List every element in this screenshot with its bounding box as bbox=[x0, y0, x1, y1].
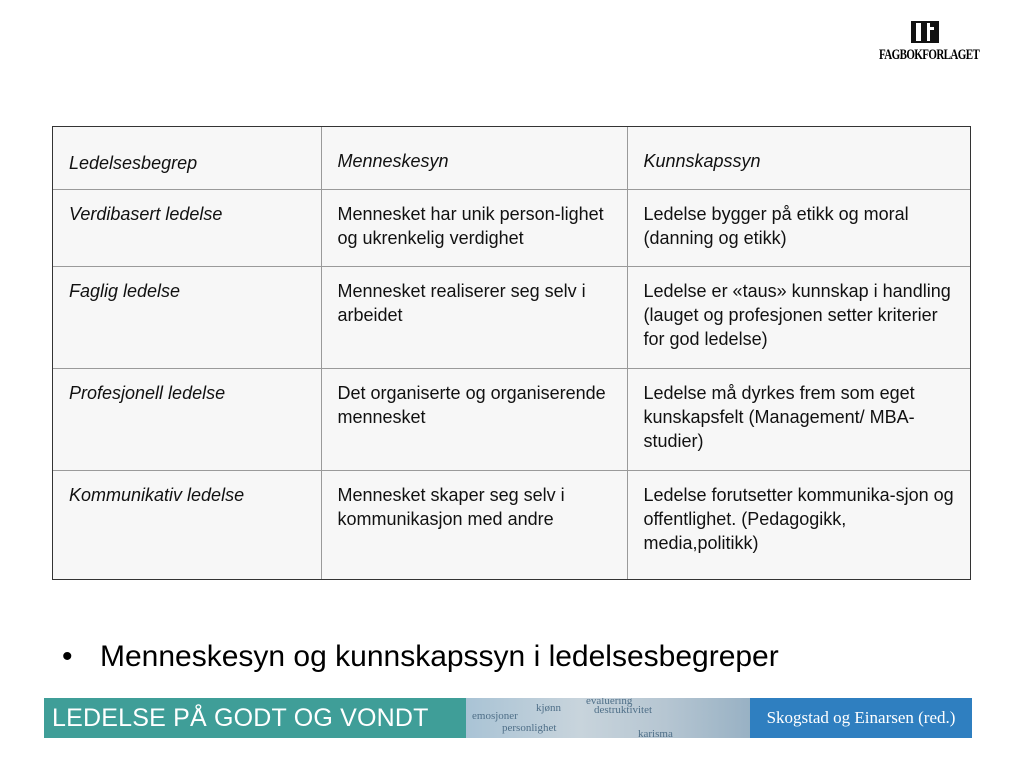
leadership-table bbox=[52, 126, 971, 580]
cell-begrep: Faglig ledelse bbox=[53, 266, 321, 368]
collage-word: evaluering bbox=[586, 698, 633, 707]
cell-menneskesyn: Det organiserte og organiserende mennesket bbox=[321, 368, 627, 470]
cell-menneskesyn: Mennesket skaper seg selv i kommunikasjon med andre bbox=[321, 470, 627, 579]
book-title: LEDELSE PÅ GODT OG VONDT bbox=[52, 704, 429, 732]
table-header-row bbox=[53, 127, 970, 189]
publisher-logo bbox=[879, 20, 980, 66]
collage-word: karisma bbox=[638, 728, 673, 738]
cell-menneskesyn: Mennesket realiserer seg selv i arbeidet bbox=[321, 266, 627, 368]
cell-begrep: Profesjonell ledelse bbox=[53, 368, 321, 470]
bullet-item bbox=[62, 637, 962, 677]
publisher-name: FAGBOKFORLAGET bbox=[879, 47, 980, 64]
cell-begrep: Kommunikativ ledelse bbox=[53, 470, 321, 579]
banner-title-block bbox=[44, 698, 466, 738]
bullet-icon: • bbox=[62, 640, 73, 673]
collage-word: personlighet bbox=[502, 722, 557, 734]
cell-kunnskapssyn: Ledelse må dyrkes frem som eget kunskapsfelt (Management/ MBA-studier) bbox=[627, 368, 970, 470]
banner-word-collage bbox=[466, 698, 750, 738]
book-authors: Skogstad og Einarsen (red.) bbox=[766, 708, 956, 727]
header-kunnskapssyn: Kunnskapssyn bbox=[627, 127, 970, 189]
cell-kunnskapssyn: Ledelse er «taus» kunnskap i handling (lauget og profesjonen setter kriterier for god ledelse) bbox=[627, 266, 970, 368]
collage-word: destruktivitet bbox=[594, 704, 653, 716]
publisher-logo-mark-icon bbox=[910, 20, 940, 44]
cell-menneskesyn: Mennesket har unik person-lighet og ukrenkelig verdighet bbox=[321, 189, 627, 266]
table-row bbox=[53, 470, 970, 579]
table-row bbox=[53, 189, 970, 266]
cell-begrep: Verdibasert ledelse bbox=[53, 189, 321, 266]
cell-kunnskapssyn: Ledelse forutsetter kommunika-sjon og offentlighet. (Pedagogikk, media,politikk) bbox=[627, 470, 970, 579]
collage-word: kjønn bbox=[536, 702, 562, 714]
header-menneskesyn: Menneskesyn bbox=[321, 127, 627, 189]
table-row bbox=[53, 266, 970, 368]
collage-word: emosjoner bbox=[472, 710, 518, 722]
banner-authors-block bbox=[750, 698, 972, 738]
cell-kunnskapssyn: Ledelse bygger på etikk og moral (danning og etikk) bbox=[627, 189, 970, 266]
header-ledelsesbegrep: Ledelsesbegrep bbox=[53, 127, 321, 189]
book-banner bbox=[44, 698, 972, 738]
table-row bbox=[53, 368, 970, 470]
bullet-text: Menneskesyn og kunnskapssyn i ledelsesbegreper bbox=[100, 640, 779, 673]
